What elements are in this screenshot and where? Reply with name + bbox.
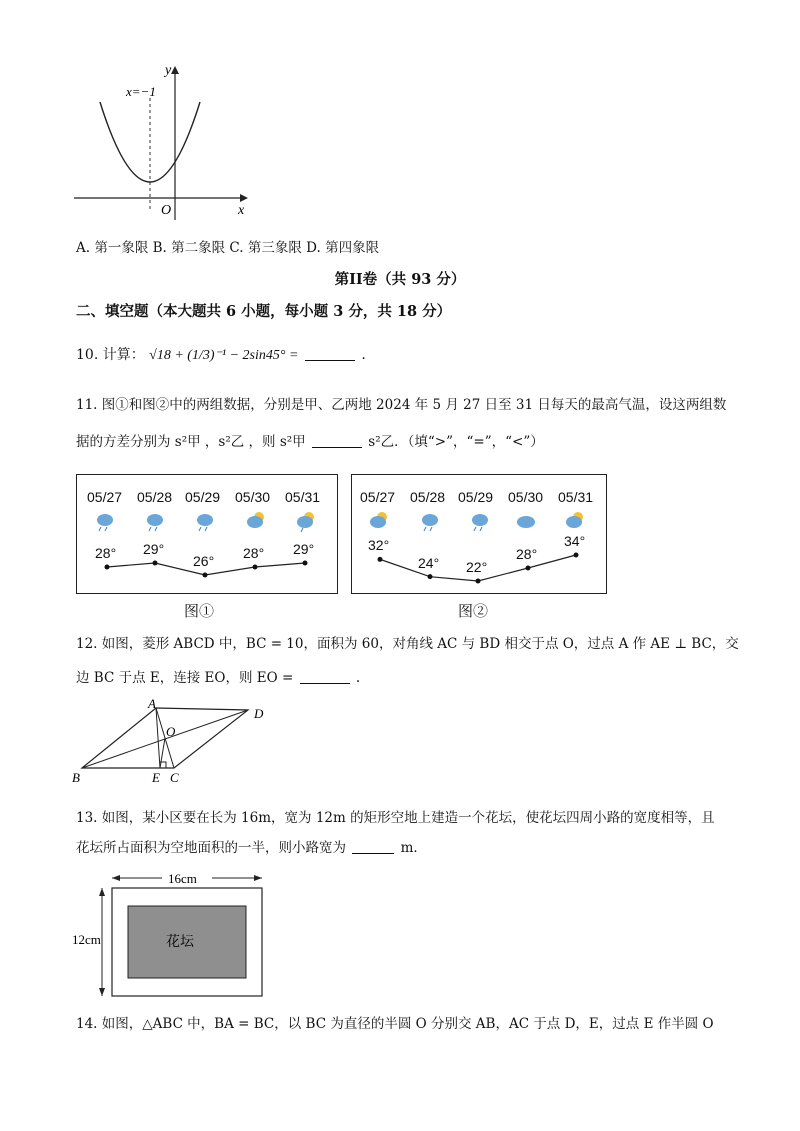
- section-title: 第II卷（共 93 分）: [334, 271, 466, 288]
- part2-heading: 二、填空题（本大题共 6 小题，每小题 3 分，共 18 分）: [76, 303, 452, 320]
- origin-label: O: [161, 203, 172, 218]
- q13-answer-blank[interactable]: [352, 839, 394, 854]
- flowerbed-label: 花坛: [166, 935, 194, 950]
- fig2-temp-4: 28°: [516, 546, 538, 562]
- q13-line2: [76, 836, 427, 856]
- fig1-date-2: 05/28: [137, 489, 173, 505]
- flowerbed-figure: [72, 868, 272, 1000]
- fig1-temp-point: [303, 561, 308, 566]
- q10: [76, 344, 366, 364]
- q10-answer-blank[interactable]: [305, 346, 355, 361]
- fig1-temp-3: 26°: [193, 553, 215, 569]
- fig1-temp-point: [253, 565, 258, 570]
- altitude-ae: [156, 708, 160, 768]
- point-c-label: C: [170, 770, 179, 785]
- q10-suffix: .: [361, 347, 366, 363]
- weather-figure-1: [76, 474, 338, 594]
- parabola-graph: [70, 62, 260, 222]
- fig2-label: 图②: [458, 602, 489, 620]
- point-e-label: E: [152, 770, 160, 785]
- q12-answer-blank[interactable]: [300, 669, 350, 684]
- fig1-temp-4: 28°: [243, 545, 265, 561]
- q10-prefix: 10. 计算：: [76, 347, 145, 363]
- vline-label: x=−1: [126, 84, 156, 99]
- q11-line2: [76, 430, 544, 450]
- fig1-temp-point: [203, 573, 208, 578]
- fig1-date-3: 05/29: [185, 489, 221, 505]
- fig2-temp-5: 34°: [564, 533, 586, 549]
- fig1-date-5: 05/31: [285, 489, 321, 505]
- x-axis-arrow: [240, 194, 248, 202]
- fig2-temp-point: [476, 579, 481, 584]
- q12-line2-text: 边 BC 于点 E，连接 EO，则 EO =: [76, 670, 294, 686]
- fig2-date-2: 05/28: [410, 489, 446, 505]
- q13-line2-text: 花坛所占面积为空地面积的一半，则小路宽为: [76, 840, 346, 856]
- weather-figure-2: [351, 474, 607, 594]
- point-b-label: B: [72, 770, 80, 785]
- q12-line1: 12. 如图，菱形 ABCD 中，BC = 10，面积为 60，对角线 AC 与 BD 相交于点 O，过点 A 作 AE ⊥ BC，交: [76, 636, 739, 652]
- width-label: 12cm: [72, 932, 101, 947]
- fig1-temp-2: 29°: [143, 541, 165, 557]
- fig1-temp-point: [105, 565, 110, 570]
- fig2-temp-point: [574, 553, 579, 558]
- segment-eo: [160, 738, 165, 768]
- fig2-date-1: 05/27: [360, 489, 396, 505]
- fig2-temp-point: [526, 566, 531, 571]
- fig2-temp-point: [378, 557, 383, 562]
- fig2-date-4: 05/30: [508, 489, 544, 505]
- fig2-temp-point: [428, 574, 433, 579]
- fig1-label: 图①: [184, 602, 215, 620]
- fig1-temp-line: [77, 475, 337, 593]
- fig1-date-4: 05/30: [235, 489, 271, 505]
- length-label: 16cm: [168, 871, 197, 886]
- point-o-label: O: [166, 724, 176, 739]
- fig1-temp-1: 28°: [95, 545, 117, 561]
- fig1-date-1: 05/27: [87, 489, 123, 505]
- x-axis-label: x: [238, 203, 245, 218]
- point-a-label: A: [148, 696, 156, 711]
- y-axis-label: y: [165, 63, 172, 78]
- q9-options: A. 第一象限 B. 第二象限 C. 第三象限 D. 第四象限: [76, 240, 380, 256]
- q10-expression: √18 + (1/3)⁻¹ − 2sin45° =: [149, 348, 299, 363]
- fig2-temp-3: 22°: [466, 559, 488, 575]
- q12-suffix: .: [355, 670, 361, 686]
- q13-line1: 13. 如图，某小区要在长为 16m，宽为 12m 的矩形空地上建造一个花坛，使花坛四周小路的宽度相等，且: [76, 810, 715, 826]
- fig1-temp-point: [153, 561, 158, 566]
- q13-suffix: m．: [400, 840, 427, 856]
- q11-line1: 11. 图①和图②中的两组数据，分别是甲、乙两地 2024 年 5 月 27 日至 31 日每天的最高气温，设这两组数: [76, 397, 727, 413]
- fig1-temp-5: 29°: [293, 541, 315, 557]
- q12-line2: [76, 666, 360, 686]
- q11-answer-blank[interactable]: [312, 433, 362, 448]
- fig2-date-5: 05/31: [558, 489, 594, 505]
- point-d-label: D: [254, 706, 264, 721]
- fig2-date-3: 05/29: [458, 489, 494, 505]
- q11-line2-text: 据的方差分别为 s²甲 ，s²乙 ，则 s²甲: [76, 434, 306, 450]
- rhombus-figure: [70, 696, 280, 788]
- q11-line2b-text: s²乙．（填“>”，“=”，“<”）: [368, 434, 544, 450]
- q14-line1: 14. 如图，△ABC 中，BA = BC，以 BC 为直径的半圆 O 分别交 AB，AC 于点 D，E，过点 E 作半圆 O: [76, 1016, 714, 1032]
- fig2-temp-2: 24°: [418, 554, 440, 571]
- y-axis-arrow: [171, 66, 179, 74]
- fig2-temp-1: 32°: [368, 537, 390, 554]
